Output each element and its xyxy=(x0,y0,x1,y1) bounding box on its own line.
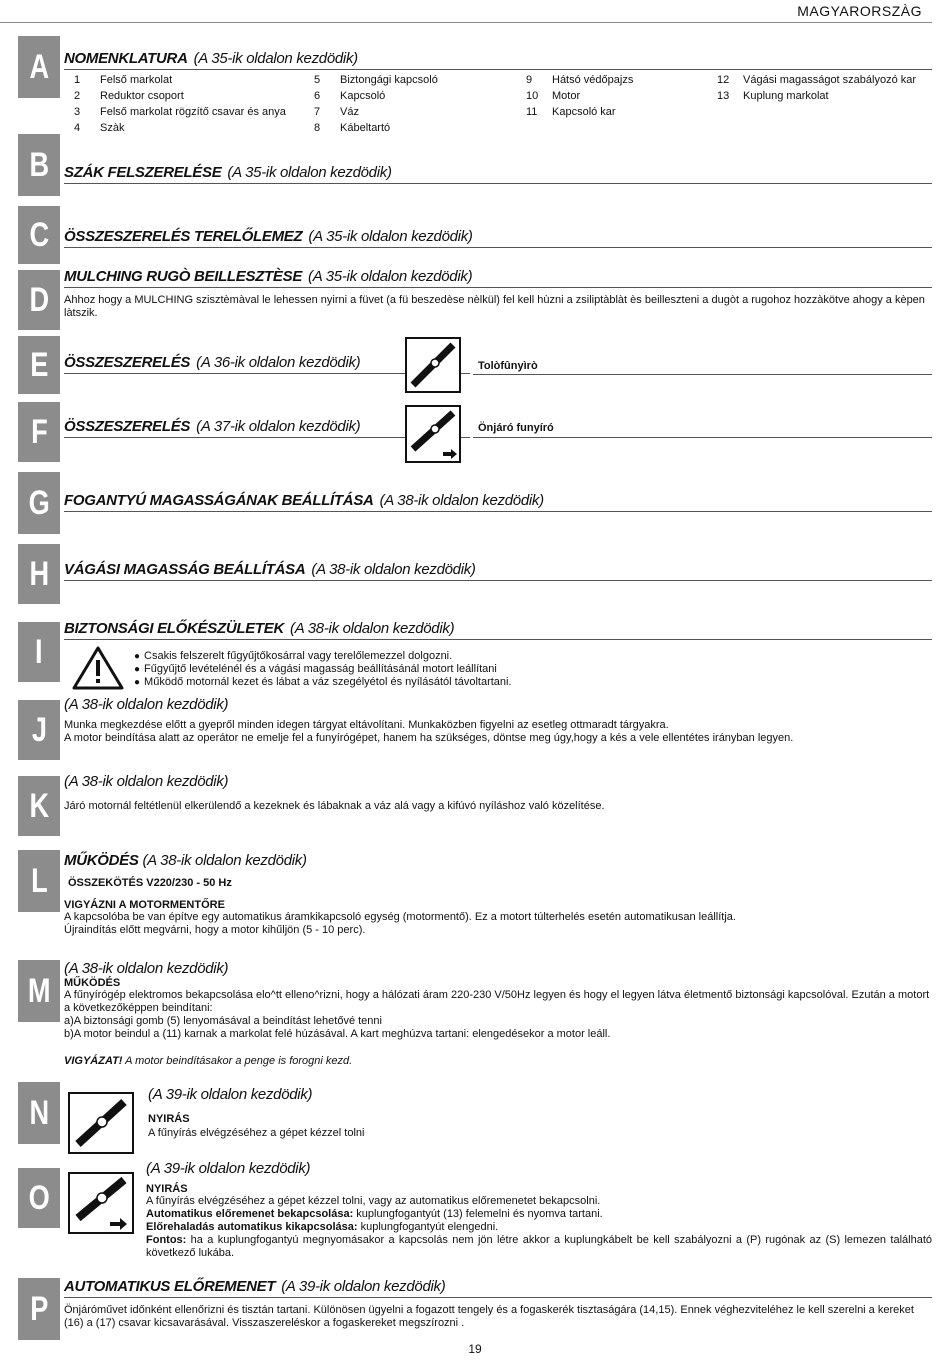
section-title: VÁGÁSI MAGASSÁG BEÁLLÍTÁSA (A 38-ik oldalon kezdödik) xyxy=(64,561,932,581)
section-ref: (A 38-ik oldalon kezdödik) xyxy=(64,960,229,977)
paragraph: Önjáróművet időnként ellenőrizni és tisztán tartani. Különösen ügyelni a fogazott tengely és a fogaskerék tisztaságára (14,15). Ennek véghezviteléhez le kell szerelni a kereket (16) a (17) csavar kicsavarásával. Visszaszereléskor a fogaskereket megszírozni . xyxy=(64,1304,914,1329)
section-szak xyxy=(64,164,932,184)
section-title: SZÁK FELSZERELÉSE (A 35-ik oldalon kezdödik) xyxy=(64,164,932,184)
paragraph: A fűnyírás elvégzéséhez a gépet kézzel tolni xyxy=(148,1127,365,1139)
self-propelled-mower-label: Önjáró funyíró xyxy=(478,422,554,434)
tab-a: A xyxy=(18,36,60,98)
section-ref: (A 39-ik oldalon kezdödik) xyxy=(148,1086,313,1103)
list-item: 1 Felső markolat xyxy=(74,74,173,86)
section-automatikus xyxy=(64,1278,932,1330)
list-item: 8 Kábeltartó xyxy=(314,122,391,134)
subtitle: NYIRÁS xyxy=(148,1113,190,1125)
list-item: ● Fűgyűjtő levételénél és a vágási magasság beállításánál motort leállítani xyxy=(134,663,512,676)
list-item: 4 Szàk xyxy=(74,122,125,134)
mulching-text: Ahhoz hogy a MULCHING szisztèmàval le lehessen nyirni a füvet (a fü beszedèse nèlkül) fel kell hùzni a zsiliptàblàt ès beilleszteni a dugòt a rugohoz hozzàkötve ahogy a kèpen làtszik. xyxy=(64,294,925,319)
paragraph: Automatikus előremenet bekapcsolása: kuplungfogantyút (13) felemelni és nyomva tartani. xyxy=(146,1208,603,1220)
list-item: 13 Kuplung markolat xyxy=(717,90,829,102)
section-o xyxy=(146,1160,932,1260)
section-title: AUTOMATIKUS ELŐREMENET (A 39-ik oldalon kezdödik) xyxy=(64,1278,932,1298)
section-title: MŰKÖDÉS (A 38-ik oldalon kezdödik) xyxy=(64,852,307,869)
self-propelled-mower-icon xyxy=(405,405,461,463)
paragraph: Újraindítás előtt megvárni, hogy a motor kihűljön (5 - 10 perc). xyxy=(64,924,366,936)
list-item: ● Csakis felszerelt fűgyűjtőkosárral vagy terelőlemezzel dolgozni. xyxy=(134,650,512,663)
section-biztonsagi xyxy=(64,620,932,640)
list-item: 3 Felső markolat rögzítő csavar és anya xyxy=(74,106,286,118)
paragraph: A fűnyírógép elektromos bekapcsolása elo^tt elleno^rizni, hogy a hálózati áram 220-230 V/50Hz legyen és hogy el legyen látva életmentő biztonsági kapcsolóval. Ezután a motort a következőképpen beindítani: xyxy=(64,989,930,1014)
tab-m: M xyxy=(18,960,60,1022)
section-n xyxy=(148,1086,932,1140)
section-nomenklatura xyxy=(64,50,932,70)
paragraph: Munka megkezdése előtt a gyepről minden idegen tárgyat eltávolítani. Munkaközben figyelni az esetleg ottmaradt tárgyakra. xyxy=(64,719,669,731)
list-item: 5 Biztongági kapcsoló xyxy=(314,74,438,86)
subtitle: NYIRÁS xyxy=(146,1183,188,1195)
paragraph: Előrehaladás automatikus kikapcsolása: kuplungfogantyút elengedni. xyxy=(146,1221,499,1233)
tab-p: P xyxy=(18,1278,60,1340)
paragraph: A motor beindítása alatt az operátor ne emelje fel a funyírógépet, hanem ha szükséges, döntse meg úgy,hogy a kés a vele ellentétes irányban legyen. xyxy=(64,732,794,744)
list-item: 12 Vágási magasságot szabályozó kar xyxy=(717,74,917,86)
mowing-icon xyxy=(68,1092,134,1154)
tab-j: J xyxy=(18,700,60,760)
section-k xyxy=(64,773,932,813)
tab-l: L xyxy=(18,850,60,912)
paragraph: Fontos: ha a kuplungfogantyú megnyomásakor a kapcsolás nem jön létre akkor a kuplungkábelt be kell szabályozni a (P) rugónak az (S) lemezen található következő lukába. xyxy=(146,1234,932,1259)
section-fogantyu xyxy=(64,492,932,512)
section-title: BIZTONSÁGI ELŐKÉSZÜLETEK (A 38-ik oldalon kezdödik) xyxy=(64,620,932,640)
divider xyxy=(473,374,932,375)
section-ref: (A 39-ik oldalon kezdödik) xyxy=(146,1160,311,1177)
tab-b: B xyxy=(18,134,60,196)
tab-d: D xyxy=(18,270,60,330)
paragraph: A kapcsolóba be van építve egy automatikus áramkikapcsoló egység (motormentő). Ez a motort túlterhelés esetén automatikusan leállítja. xyxy=(64,911,736,923)
section-title: ÖSSZESZERELÉS TERELŐLEMEZ (A 35-ik oldalon kezdödik) xyxy=(64,228,932,248)
tab-e: E xyxy=(18,336,60,394)
push-mower-label: Tolòfûnyìrò xyxy=(478,360,538,372)
tab-f: F xyxy=(18,402,60,462)
section-tereloh xyxy=(64,228,932,248)
safety-bullets xyxy=(134,650,512,689)
tab-h: H xyxy=(18,544,60,604)
header-rule xyxy=(0,22,932,23)
paragraph: a)A biztonsági gomb (5) lenyomásával a beindítást lehetővé tenni xyxy=(64,1015,382,1027)
section-title: ÖSSZESZERELÉS (A 37-ik oldalon kezdödik) xyxy=(64,418,470,438)
list-item: 11 Kapcsoló kar xyxy=(526,106,616,118)
section-mulching xyxy=(64,268,932,320)
section-title: ÖSSZESZERELÉS (A 36-ik oldalon kezdödik) xyxy=(64,354,470,374)
tab-n: N xyxy=(18,1082,60,1144)
list-item: ● Működő motornál kezet és lábat a váz szegélyétol és nyílásától távoltartani. xyxy=(134,676,512,689)
page-number: 19 xyxy=(468,1342,482,1356)
paragraph: b)A motor beindul a (11) karnak a markolat felé húzásával. A kart meghúzva tartani: elengedésekor a motor leáll. xyxy=(64,1028,611,1040)
warning-title: VIGYÁZNI A MOTORMENTŐRE xyxy=(64,899,225,911)
section-title: MULCHING RUGÒ BEILLESZTÈSE (A 35-ik oldalon kezdödik) xyxy=(64,268,932,288)
connection-label: ÖSSZEKÖTÉS V220/230 - 50 Hz xyxy=(68,877,232,889)
tab-c: C xyxy=(18,206,60,264)
section-ref: (A 38-ik oldalon kezdödik) xyxy=(64,773,229,790)
section-vagasi xyxy=(64,561,932,581)
self-propelled-mowing-icon xyxy=(68,1172,134,1234)
list-item: 2 Reduktor csoport xyxy=(74,90,184,102)
list-item: 6 Kapcsoló xyxy=(314,90,386,102)
list-item: 10 Motor xyxy=(526,90,581,102)
country-label: MAGYARORSZÀG xyxy=(797,3,922,19)
warning-note: VIGYÁZAT! A motor beindításakor a penge is forogni kezd. xyxy=(64,1055,353,1067)
section-j xyxy=(64,696,932,745)
push-mower-icon xyxy=(405,337,461,393)
section-mukodes xyxy=(64,852,932,937)
section-title: FOGANTYÚ MAGASSÁGÁNAK BEÁLLÍTÁSA (A 38-ik oldalon kezdödik) xyxy=(64,492,932,512)
subtitle: MŰKÖDÉS xyxy=(64,977,121,989)
tab-g: G xyxy=(18,472,60,534)
tab-o: O xyxy=(18,1168,60,1228)
tab-i: I xyxy=(18,622,60,682)
section-m xyxy=(64,960,932,1068)
list-item: 7 Váz xyxy=(314,106,359,118)
divider xyxy=(473,437,932,438)
section-ref: (A 38-ik oldalon kezdödik) xyxy=(64,696,229,713)
paragraph: A fűnyírás elvégzéséhez a gépet kézzel tolni, vagy az automatikus előremenetet bekapcsolni. xyxy=(146,1195,601,1207)
paragraph: Járó motornál feltétlenül elkerülendő a kezeknek és lábaknak a váz alá vagy a kifúvó nyíláshoz való közelítése. xyxy=(64,800,605,812)
section-title: NOMENKLATURA (A 35-ik oldalon kezdödik) xyxy=(64,50,932,70)
list-item: 9 Hátsó védőpajzs xyxy=(526,74,634,86)
warning-triangle-icon xyxy=(72,646,124,695)
tab-k: K xyxy=(18,776,60,836)
